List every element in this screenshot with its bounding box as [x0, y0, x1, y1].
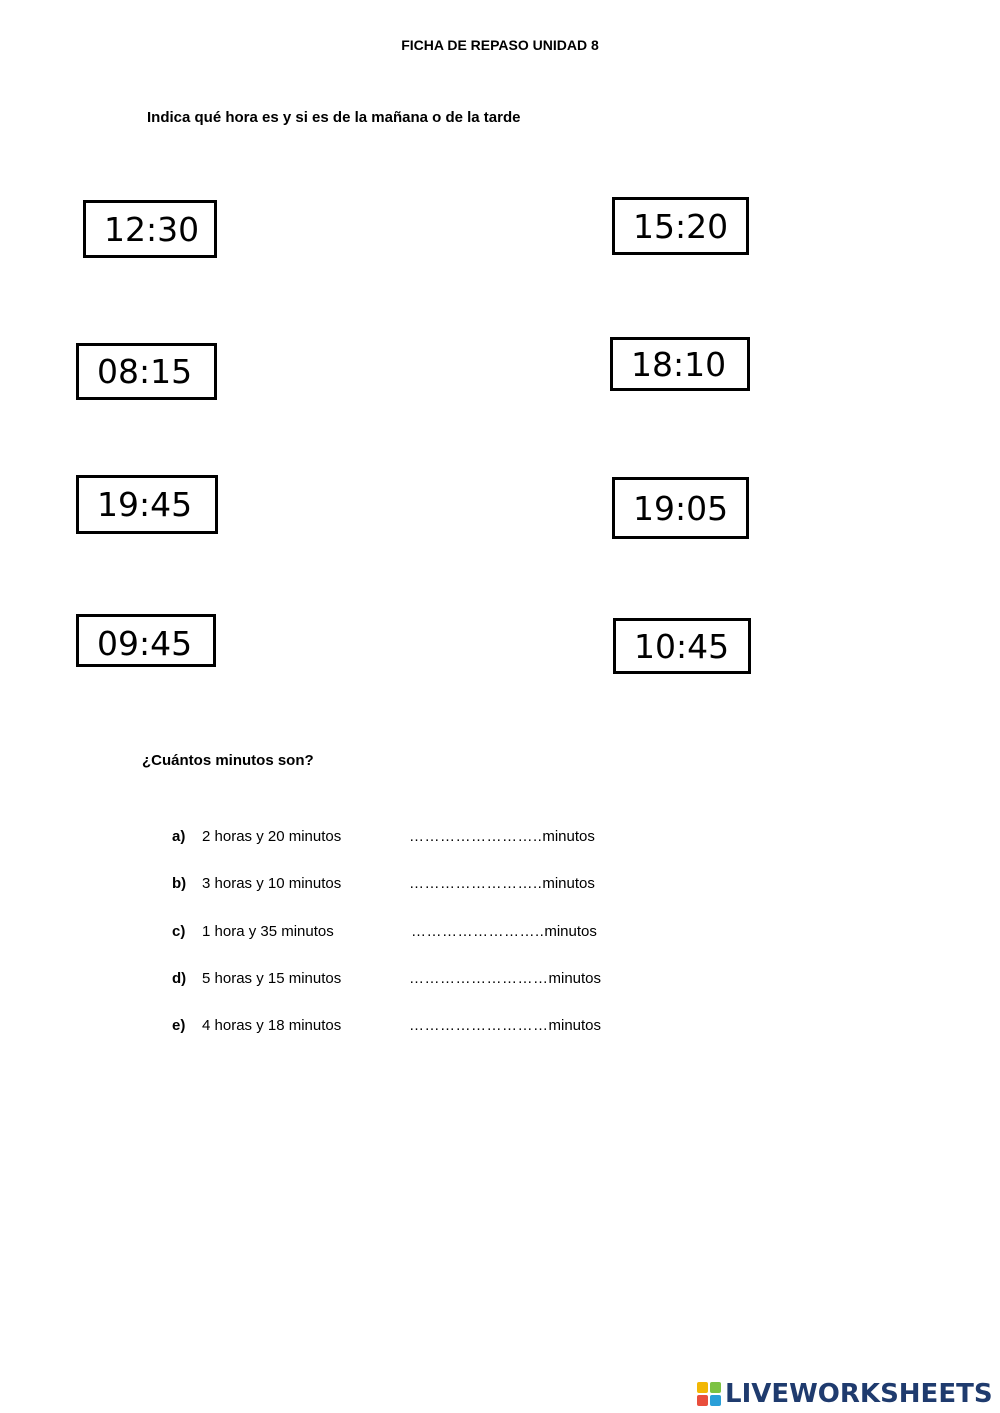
clock-time: 18:10 — [631, 344, 727, 384]
exercise-text: 5 horas y 15 minutos — [202, 970, 342, 987]
answer-unit: minutos — [548, 970, 602, 987]
liveworksheets-logo[interactable] — [697, 1378, 993, 1410]
logo-square-1 — [697, 1382, 708, 1393]
exercise-text: 1 hora y 35 minutos — [202, 923, 334, 940]
digital-clock — [613, 618, 751, 674]
time-instruction: Indica qué hora es y si es de la mañana o de la tarde — [147, 109, 521, 126]
digital-clock — [76, 614, 216, 667]
clock-time: 15:20 — [633, 206, 729, 246]
answer-dots: …………………….. — [409, 875, 543, 892]
exercise-text: 2 horas y 20 minutos — [202, 828, 342, 845]
answer-dots: ……………………… — [409, 1017, 549, 1034]
digital-clock — [83, 200, 217, 258]
logo-square-3 — [697, 1395, 708, 1406]
answer-blank[interactable] — [409, 874, 595, 894]
digital-clock — [612, 477, 749, 539]
answer-unit: minutos — [542, 828, 595, 845]
exercise-letter: e) — [172, 1017, 186, 1034]
clock-time: 08:15 — [97, 352, 193, 391]
answer-unit: minutos — [548, 1017, 602, 1034]
page-title: FICHA DE REPASO UNIDAD 8 — [401, 37, 599, 53]
clock-time: 09:45 — [97, 624, 193, 663]
logo-text: LIVEWORKSHEETS — [725, 1379, 993, 1409]
clock-time: 19:05 — [633, 488, 729, 528]
answer-dots: …………………….. — [409, 828, 543, 845]
logo-square-4 — [710, 1395, 721, 1406]
answer-dots: …………………….. — [411, 923, 545, 940]
clock-time: 12:30 — [104, 209, 200, 249]
answer-unit: minutos — [544, 923, 597, 940]
digital-clock — [612, 197, 749, 255]
answer-blank[interactable] — [409, 1016, 601, 1036]
liveworksheets-logo-icon — [697, 1382, 721, 1406]
exercise-text: 4 horas y 18 minutos — [202, 1017, 342, 1034]
exercise-letter: c) — [172, 923, 186, 940]
answer-blank[interactable] — [409, 969, 601, 989]
minutes-question: ¿Cuántos minutos son? — [142, 752, 314, 769]
digital-clock — [76, 343, 217, 400]
exercise-letter: a) — [172, 828, 186, 845]
digital-clock — [610, 337, 750, 391]
logo-square-2 — [710, 1382, 721, 1393]
clock-time: 19:45 — [97, 485, 193, 524]
clock-time: 10:45 — [634, 626, 730, 666]
exercise-text: 3 horas y 10 minutos — [202, 875, 342, 892]
answer-unit: minutos — [542, 875, 595, 892]
exercise-letter: b) — [172, 875, 187, 892]
exercise-letter: d) — [172, 970, 187, 987]
answer-blank[interactable] — [411, 922, 597, 942]
answer-blank[interactable] — [409, 827, 595, 847]
answer-dots: ……………………… — [409, 970, 549, 987]
digital-clock — [76, 475, 218, 534]
